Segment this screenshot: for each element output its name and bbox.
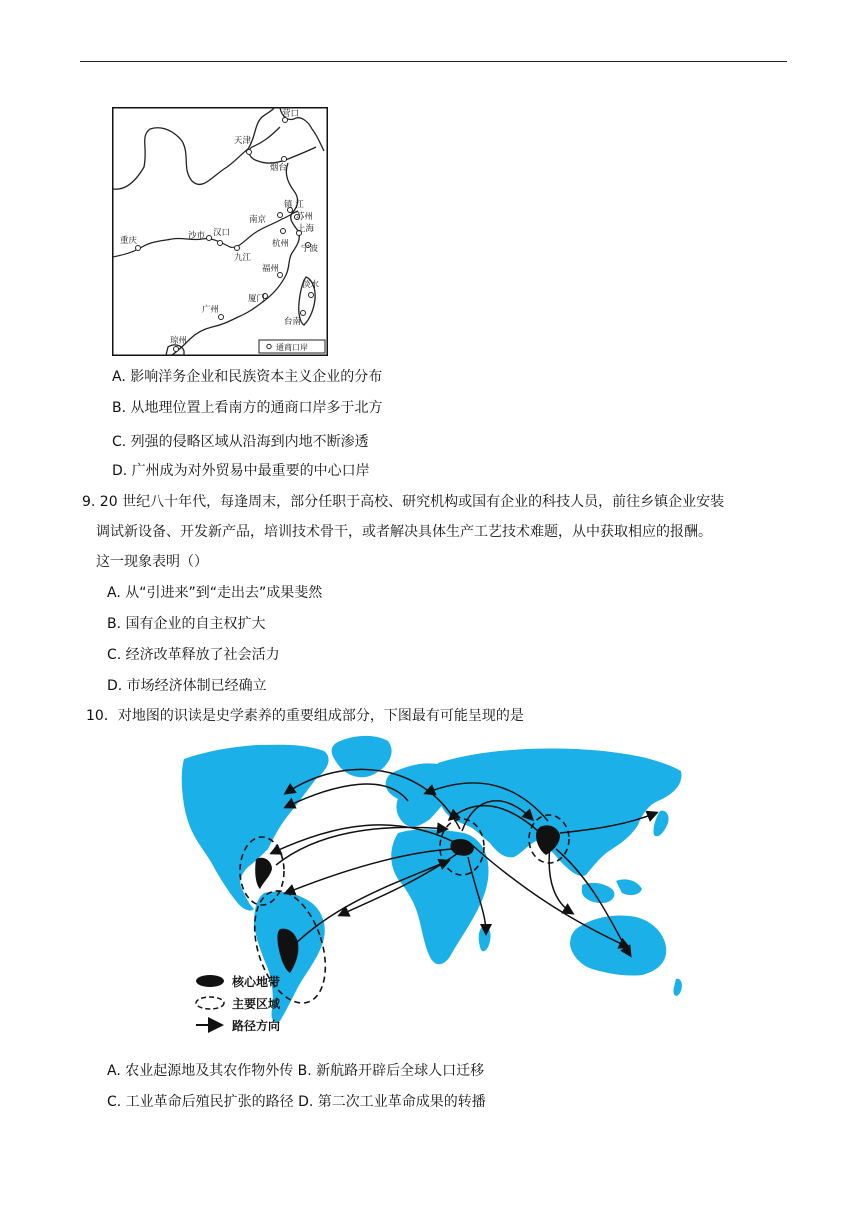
city-label: 福州 [262, 264, 280, 274]
legend-core: 核心地带 [232, 975, 281, 989]
city-label: 宁波 [301, 244, 319, 254]
city-label: 九江 [234, 253, 252, 263]
world-route-map [176, 733, 691, 1033]
q9-stem-line: 调试新设备、开发新产品，培训技术骨干，或者解决具体生产工艺技术难题，从中获取相应的报酬。 [96, 524, 712, 540]
city-label: 镇 江 [284, 200, 304, 210]
city-label: 烟台 [270, 163, 288, 173]
q8-option-d: D. 广州成为对外贸易中最重要的中心口岸 [112, 463, 370, 479]
q9-option-d: D. 市场经济体制已经确立 [107, 678, 267, 694]
city-label: 台南 [284, 317, 302, 327]
city-label: 汉口 [213, 228, 231, 238]
q10-options-line: C. 工业革命后殖民扩张的路径 D. 第二次工业革命成果的转播 [107, 1094, 486, 1110]
q8-option-a: A. 影响洋务企业和民族资本主义企业的分布 [112, 369, 383, 385]
legend-route: 路径方向 [232, 1019, 281, 1033]
city-label: 淡水 [302, 280, 320, 290]
q9-option-b: B. 国有企业的自主权扩大 [107, 616, 266, 632]
city-label: 南京 [249, 215, 267, 225]
treaty-ports-map [112, 107, 328, 356]
city-label: 苏州 [296, 212, 314, 222]
city-label: 厦门 [248, 294, 266, 304]
q8-option-c: C. 列强的侵略区域从沿海到内地不断渗透 [112, 434, 369, 450]
city-label: 杭州 [272, 239, 290, 249]
city-label: 重庆 [120, 236, 138, 246]
city-label: 上海 [297, 224, 315, 234]
q8-option-b: B. 从地理位置上看南方的通商口岸多于北方 [112, 400, 383, 416]
legend-region: 主要区域 [232, 997, 281, 1011]
header-rule [80, 61, 787, 62]
q9-option-a: A. 从“引进来”到“走出去”成果斐然 [107, 585, 323, 601]
q9-option-c: C. 经济改革释放了社会活力 [107, 647, 280, 663]
city-label: 天津 [234, 136, 252, 146]
legend-label: 通商口岸 [276, 343, 308, 352]
q10-stem: 10．对地图的识读是史学素养的重要组成部分，下图最有可能呈现的是 [86, 708, 524, 724]
q9-stem-line: 这一现象表明（） [96, 554, 208, 570]
city-label: 广州 [202, 305, 220, 315]
city-label: 沙市 [188, 231, 206, 241]
city-label: 琼州 [170, 336, 188, 346]
map2-legend [196, 974, 281, 1033]
q10-options-line: A. 农业起源地及其农作物外传 B. 新航路开辟后全球人口迁移 [107, 1063, 485, 1079]
q9-stem-line: 9. 20 世纪八十年代，每逢周末，部分任职于高校、研究机构或国有企业的科技人员，前往乡镇企业安装 [82, 494, 725, 510]
city-label: 营口 [282, 109, 300, 119]
